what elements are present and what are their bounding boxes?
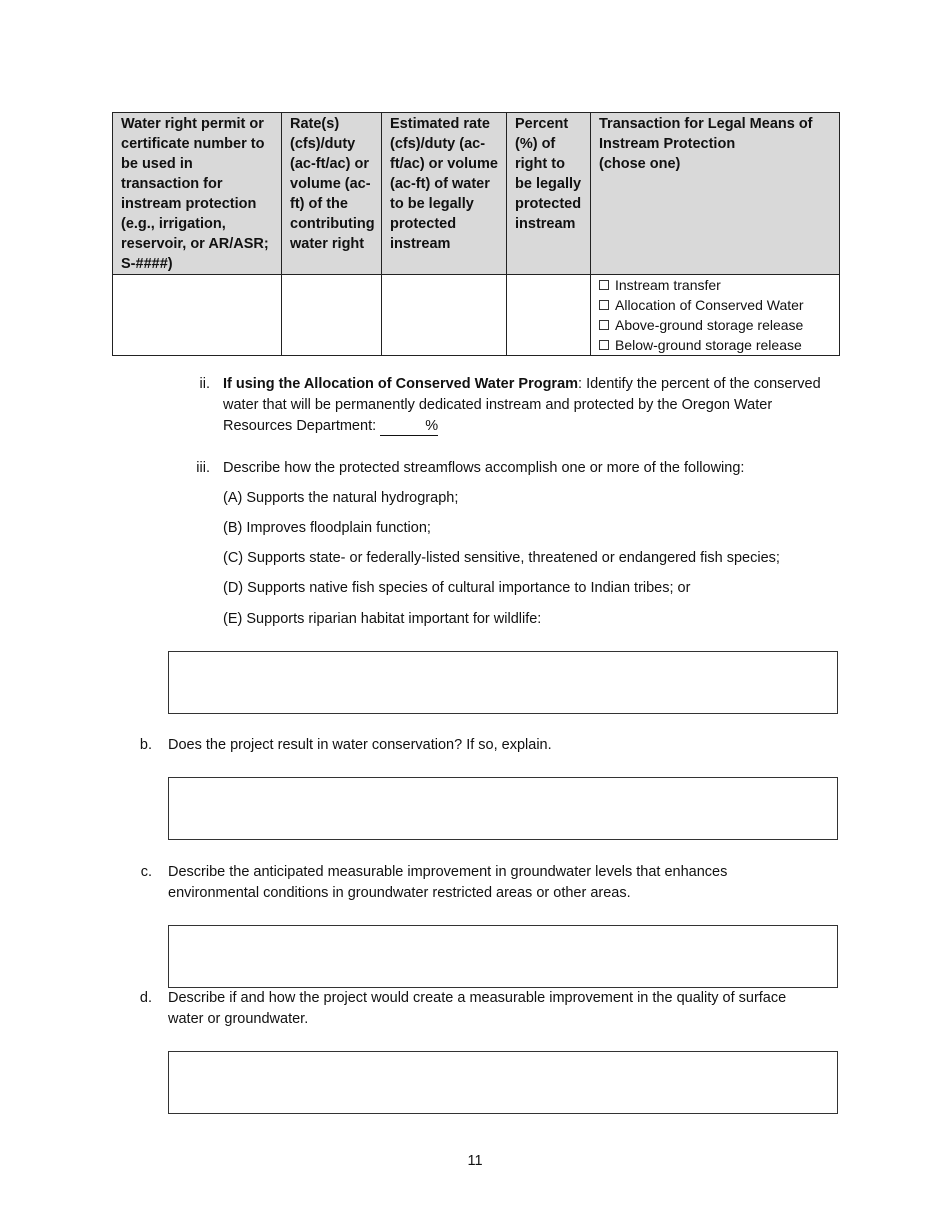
table-row <box>113 275 840 356</box>
percent-protected-cell[interactable] <box>507 275 591 356</box>
contributing-rate-cell[interactable] <box>282 275 382 356</box>
section-ii-body: : Identify the percent of the conserved water that will be permanently dedicated instream and protected by the Oregon Water Resources Department: <box>223 376 821 434</box>
section-iii-marker: iii. <box>196 460 210 476</box>
section-d-marker: d. <box>139 990 152 1006</box>
transaction-option-list <box>599 275 831 355</box>
header-transaction-type: Transaction for Legal Means of Instream Protection (chose one) <box>591 113 840 275</box>
section-iii-intro: Describe how the protected streamflows accomplish one or more of the following: <box>223 460 745 476</box>
streamflow-answer-box[interactable] <box>168 651 838 714</box>
option-label: Below-ground storage release <box>615 337 802 353</box>
water-quality-answer-box[interactable] <box>168 1051 838 1114</box>
section-ii-bold-lead: If using the Allocation of Conserved Water Program <box>223 376 579 392</box>
option-label: Instream transfer <box>615 277 721 293</box>
section-b-marker: b. <box>139 737 152 753</box>
groundwater-answer-box[interactable] <box>168 925 838 988</box>
checkbox[interactable] <box>599 300 609 310</box>
table-header-row <box>113 113 840 275</box>
section-ii-text <box>223 374 823 437</box>
criteria-item-d: (D) Supports native fish species of cultural importance to Indian tribes; or <box>223 580 691 596</box>
header-estimated-rate: Estimated rate (cfs)/duty (ac-ft/ac) or volume (ac-ft) of water to be legally protected instream <box>382 113 507 275</box>
option-instream-transfer[interactable] <box>599 275 831 295</box>
criteria-item-a: (A) Supports the natural hydrograph; <box>223 490 459 506</box>
criteria-item-b: (B) Improves floodplain function; <box>223 520 431 536</box>
option-label: Above-ground storage release <box>615 317 804 333</box>
section-c-marker: c. <box>140 864 152 880</box>
criteria-item-e: (E) Supports riparian habitat important for wildlife: <box>223 611 542 627</box>
permit-number-cell[interactable] <box>113 275 282 356</box>
water-right-table <box>112 112 840 356</box>
option-below-ground-storage[interactable] <box>599 335 831 355</box>
percent-suffix: % <box>425 418 439 434</box>
section-ii-marker: ii. <box>199 376 210 392</box>
option-above-ground-storage[interactable] <box>599 315 831 335</box>
checkbox[interactable] <box>599 320 609 330</box>
estimated-rate-cell[interactable] <box>382 275 507 356</box>
header-contributing-rate: Rate(s) (cfs)/duty (ac-ft/ac) or volume (ac-ft) of the contributing water right <box>282 113 382 275</box>
section-c-text: Describe the anticipated measurable improvement in groundwater levels that enhances environmental conditions in groundwater restricted areas or other areas. <box>168 864 728 901</box>
section-d-text: Describe if and how the project would create a measurable improvement in the quality of surface water or groundwater. <box>168 990 787 1027</box>
header-permit-number: Water right permit or certificate number to be used in transaction for instream protection (e.g., irrigation, reservoir, or AR/ASR; S-####) <box>113 113 282 275</box>
page-number: 11 <box>467 1153 483 1169</box>
section-b-text: Does the project result in water conservation? If so, explain. <box>168 737 552 753</box>
water-conservation-answer-box[interactable] <box>168 777 838 840</box>
percent-input[interactable] <box>380 417 438 436</box>
checkbox[interactable] <box>599 340 609 350</box>
criteria-item-c: (C) Supports state- or federally-listed sensitive, threatened or endangered fish species; <box>223 550 780 566</box>
header-percent-protected: Percent (%) of right to be legally protected instream <box>507 113 591 275</box>
option-label: Allocation of Conserved Water <box>615 297 804 313</box>
transaction-options-cell <box>591 275 840 356</box>
option-allocation-conserved-water[interactable] <box>599 295 831 315</box>
checkbox[interactable] <box>599 280 609 290</box>
